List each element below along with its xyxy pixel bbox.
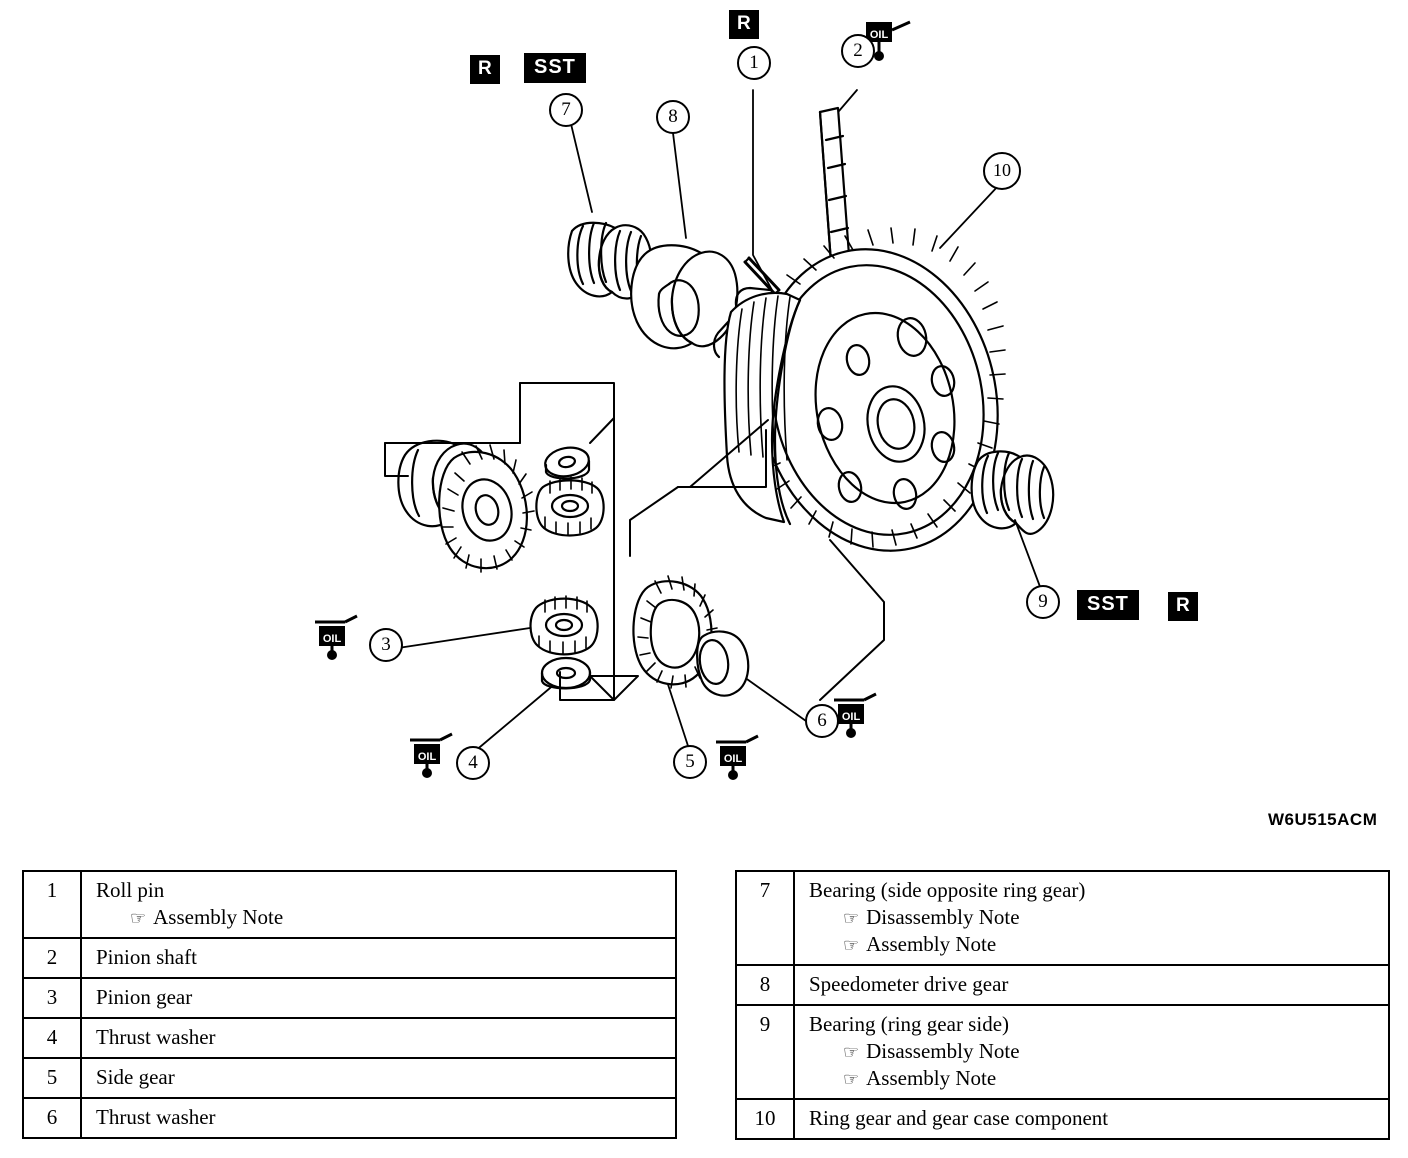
part-number: 4 xyxy=(23,1018,81,1058)
part-description xyxy=(81,1058,676,1098)
oil-mark-bottom-left xyxy=(400,730,454,778)
tag-r-top-center: R xyxy=(729,10,759,39)
svg-text:OIL: OIL xyxy=(723,753,743,765)
part-number: 1 xyxy=(23,871,81,938)
part-name: Roll pin xyxy=(96,878,165,902)
part-number: 6 xyxy=(23,1098,81,1138)
pointing-hand-icon: ☞ xyxy=(130,908,147,929)
part-description xyxy=(794,1099,1389,1139)
thrust-washer-part-4 xyxy=(542,658,590,688)
part-description xyxy=(794,871,1389,965)
part-number: 3 xyxy=(23,978,81,1018)
bearing-ring-gear-side-part xyxy=(972,451,1054,533)
part-name: Thrust washer xyxy=(96,1105,216,1129)
parts-table-right xyxy=(735,870,1390,1140)
pinion-gear-upper-part xyxy=(536,477,603,536)
table-row xyxy=(736,1005,1389,1099)
part-description xyxy=(794,1005,1389,1099)
part-name: Side gear xyxy=(96,1065,175,1089)
callout-9: 9 xyxy=(1026,585,1060,619)
part-description xyxy=(81,938,676,978)
part-description xyxy=(81,1018,676,1058)
part-number: 8 xyxy=(736,965,794,1005)
tag-r-right: R xyxy=(1168,592,1198,621)
part-name: Bearing (side opposite ring gear) xyxy=(809,878,1086,902)
tag-sst-right: SST xyxy=(1077,590,1139,620)
part-note: ☞ Disassembly Note xyxy=(843,1039,1020,1063)
oil-mark-bottom-center xyxy=(706,732,760,780)
callout-6: 6 xyxy=(805,704,839,738)
part-description xyxy=(81,978,676,1018)
callout-8: 8 xyxy=(656,100,690,134)
part-note: ☞ Disassembly Note xyxy=(843,905,1020,929)
pointing-hand-icon: ☞ xyxy=(843,935,860,956)
table-row xyxy=(736,965,1389,1005)
pointing-hand-icon: ☞ xyxy=(843,1069,860,1090)
part-name: Ring gear and gear case component xyxy=(809,1106,1109,1130)
speedometer-drive-gear-part xyxy=(631,245,737,348)
part-name: Pinion shaft xyxy=(96,945,197,969)
part-description xyxy=(81,871,676,938)
pinion-gear-part xyxy=(531,596,598,654)
parts-legend xyxy=(0,860,1408,1150)
table-row xyxy=(23,1018,676,1058)
pointing-hand-icon: ☞ xyxy=(843,1042,860,1063)
table-row xyxy=(23,1098,676,1138)
callout-3: 3 xyxy=(369,628,403,662)
callout-5: 5 xyxy=(673,745,707,779)
callout-2: 2 xyxy=(841,34,875,68)
table-row xyxy=(736,1099,1389,1139)
part-note: ☞ Assembly Note xyxy=(843,932,997,956)
part-number: 5 xyxy=(23,1058,81,1098)
callout-10: 10 xyxy=(983,152,1021,190)
part-number: 7 xyxy=(736,871,794,965)
part-description xyxy=(794,965,1389,1005)
thrust-washer-upper-part xyxy=(543,444,591,479)
part-note: ☞ Assembly Note xyxy=(843,1066,997,1090)
table-row xyxy=(23,871,676,938)
callout-1: 1 xyxy=(737,46,771,80)
part-number: 9 xyxy=(736,1005,794,1099)
table-row xyxy=(23,938,676,978)
part-number: 2 xyxy=(23,938,81,978)
table-row xyxy=(736,871,1389,965)
part-name: Pinion gear xyxy=(96,985,193,1009)
parts-table-left xyxy=(22,870,677,1139)
drawing-code: W6U515ACM xyxy=(1268,810,1378,829)
thrust-washer-part-6 xyxy=(697,631,748,695)
tag-r-top-left: R xyxy=(470,55,500,84)
pointing-hand-icon: ☞ xyxy=(843,908,860,929)
part-name: Bearing (ring gear side) xyxy=(809,1012,1010,1036)
part-description xyxy=(81,1098,676,1138)
part-name: Thrust washer xyxy=(96,1025,216,1049)
part-note: ☞ Assembly Note xyxy=(130,905,284,929)
tag-sst-top-left: SST xyxy=(524,53,586,83)
callout-7: 7 xyxy=(549,93,583,127)
table-row xyxy=(23,1058,676,1098)
part-name: Speedometer drive gear xyxy=(809,972,1009,996)
svg-text:OIL: OIL xyxy=(869,29,889,41)
svg-text:OIL: OIL xyxy=(417,751,437,763)
side-gear-bevel-upper-left-part xyxy=(439,445,534,572)
svg-text:OIL: OIL xyxy=(841,711,861,723)
callout-4: 4 xyxy=(456,746,490,780)
svg-text:OIL: OIL xyxy=(322,633,342,645)
table-row xyxy=(23,978,676,1018)
part-number: 10 xyxy=(736,1099,794,1139)
oil-mark-left xyxy=(305,612,359,660)
